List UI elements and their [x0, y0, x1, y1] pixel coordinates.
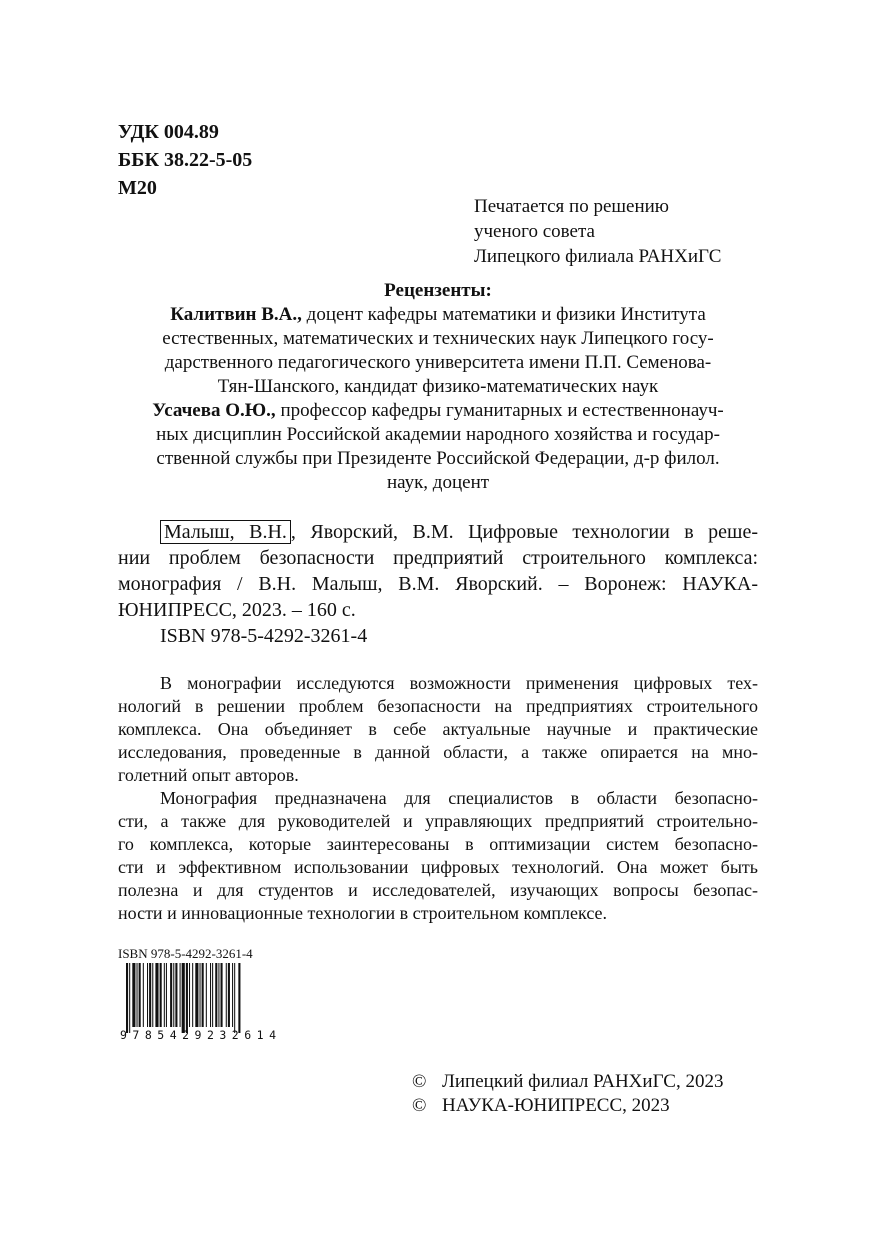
barcode-bar: [228, 963, 230, 1027]
bibliographic-description: [118, 519, 758, 649]
barcode-digits: 9785429232614: [120, 1028, 276, 1041]
abstract-line: нологий в решении проблем безопасности на предприятиях строительного: [118, 696, 758, 716]
barcode-bar: [195, 963, 198, 1027]
reviewer-line: ственной службы при Президенте Российской Федерации, д-р филол.: [156, 448, 720, 469]
biblio-line: [118, 519, 758, 545]
barcode-bar: [234, 963, 235, 1033]
reviewers-heading: Рецензенты:: [384, 280, 492, 301]
abstract-line: исследования, проведенные в данной области, а также опирается на мно-: [118, 742, 758, 762]
barcode-bar: [192, 963, 193, 1027]
biblio-line: ЮНИПРЕСС, 2023. – 160 с.: [118, 599, 356, 621]
reviewer-text: профессор кафедры гуманитарных и естественнонауч-: [275, 400, 724, 421]
barcode-bar: [189, 963, 190, 1027]
reviewer-line: [118, 303, 758, 327]
classification-codes: [118, 118, 252, 202]
reviewer-name: Калитвин В.А.,: [170, 304, 302, 325]
barcode-bar: [215, 963, 217, 1027]
barcode-bar: [206, 963, 207, 1027]
barcode-bar: [166, 963, 167, 1027]
bbk-code: ББК 38.22-5-05: [118, 149, 253, 171]
barcode-bar: [143, 963, 144, 1027]
reviewer-line: Тян-Шанского, кандидат физико-математических наук: [217, 376, 659, 397]
barcode-bar: [149, 963, 151, 1027]
abstract-paragraph-2: [118, 787, 758, 925]
barcode-bar: [164, 963, 165, 1027]
barcode-bar: [152, 963, 153, 1027]
barcode-bar: [182, 963, 185, 1033]
abstract-line: голетний опыт авторов.: [118, 765, 299, 785]
reviewer-kalitvin: [118, 303, 758, 399]
reviewer-line: ных дисциплин Российской академии народного хозяйства и государ-: [156, 424, 720, 445]
barcode-bar: [170, 963, 172, 1027]
print-note-line: ученого совета: [474, 221, 595, 242]
copyright-line: [412, 1070, 723, 1094]
copyright-holder: НАУКА-ЮНИПРЕСС, 2023: [442, 1095, 670, 1116]
barcode-bar: [226, 963, 227, 1027]
print-note-line: Печатается по решению: [474, 196, 669, 217]
barcode-bar: [186, 963, 188, 1033]
abstract-line: В монографии исследуются возможности применения цифровых тех-: [160, 673, 758, 693]
abstract-line: ности и инновационные технологии в строительном комплексе.: [118, 903, 608, 923]
reviewer-line: дарственного педагогического университета имени П.П. Семенова-: [164, 352, 712, 373]
copyright-holder: Липецкий филиал РАНХиГС, 2023: [442, 1071, 724, 1092]
biblio-line: монография / В.Н. Малыш, В.М. Яворский. – Воронеж: НАУКА-: [118, 573, 758, 595]
copyright-line: [412, 1094, 670, 1118]
barcode-bar: [238, 963, 240, 1033]
abstract-line: сти, а также для руководителей и управляющих предприятий строительно-: [118, 811, 758, 831]
barcode-bar: [232, 963, 233, 1027]
isbn-line: ISBN 978-5-4292-3261-4: [160, 625, 368, 647]
abstract-line: Монография предназначена для специалистов в области безопасно-: [160, 788, 758, 808]
barcode-bar: [210, 963, 211, 1027]
barcode-bar: [160, 963, 162, 1027]
barcode-bar: [155, 963, 158, 1027]
barcode-isbn-label: ISBN 978-5-4292-3261-4: [118, 946, 253, 961]
reviewer-name: Усачева О.Ю.,: [152, 400, 276, 421]
copyright-symbol: ©: [412, 1071, 427, 1092]
abstract-paragraph-1: [118, 672, 758, 787]
barcode-bar: [126, 963, 128, 1033]
abstract-line: го комплекса, которые заинтересованы в оптимизации систем безопасно-: [118, 834, 758, 854]
reviewer-text: доцент кафедры математики и физики Института: [301, 304, 706, 325]
barcode-bar: [132, 963, 135, 1027]
print-note-line: Липецкого филиала РАНХиГС: [474, 246, 722, 267]
print-approval-note: [474, 194, 721, 269]
reviewer-line: наук, доцент: [386, 472, 490, 493]
barcode-bar: [175, 963, 177, 1027]
abstract-line: сти и эффективном использовании цифровых технологий. Она может быть: [118, 857, 758, 877]
abstract-line: комплекса. Она объединяет в себе актуальные научные и практические: [118, 719, 758, 739]
reviewer-line: естественных, математических и технических наук Липецкого госу-: [162, 328, 714, 349]
barcode-bar: [137, 963, 138, 1027]
barcode-bar: [202, 963, 204, 1027]
barcode-bar: [212, 963, 213, 1027]
barcode-bar: [221, 963, 223, 1027]
barcode-bar: [218, 963, 219, 1027]
barcode-bar: [180, 963, 181, 1027]
udk-code: УДК 004.89: [118, 121, 219, 143]
barcode: [118, 963, 278, 1041]
barcode-bars: [126, 963, 240, 1033]
reviewer-line: [118, 399, 758, 423]
barcode-bar: [129, 963, 130, 1033]
biblio-line: нии проблем безопасности предприятий строительного комплекса:: [118, 547, 758, 569]
barcode-bar: [147, 963, 148, 1027]
reviewer-usacheva: [118, 399, 758, 495]
barcode-bar: [173, 963, 174, 1027]
author-boxed: Малыш, В.Н.: [160, 520, 291, 544]
abstract-line: полезна и для студентов и исследователей, изучающих вопросы безопас-: [118, 880, 758, 900]
barcode-bar: [200, 963, 201, 1027]
copyright-symbol: ©: [412, 1095, 427, 1116]
barcode-bar: [139, 963, 141, 1027]
biblio-text: , Яворский, В.М. Цифровые технологии в реше-: [290, 521, 758, 543]
author-mark: М20: [118, 177, 157, 199]
